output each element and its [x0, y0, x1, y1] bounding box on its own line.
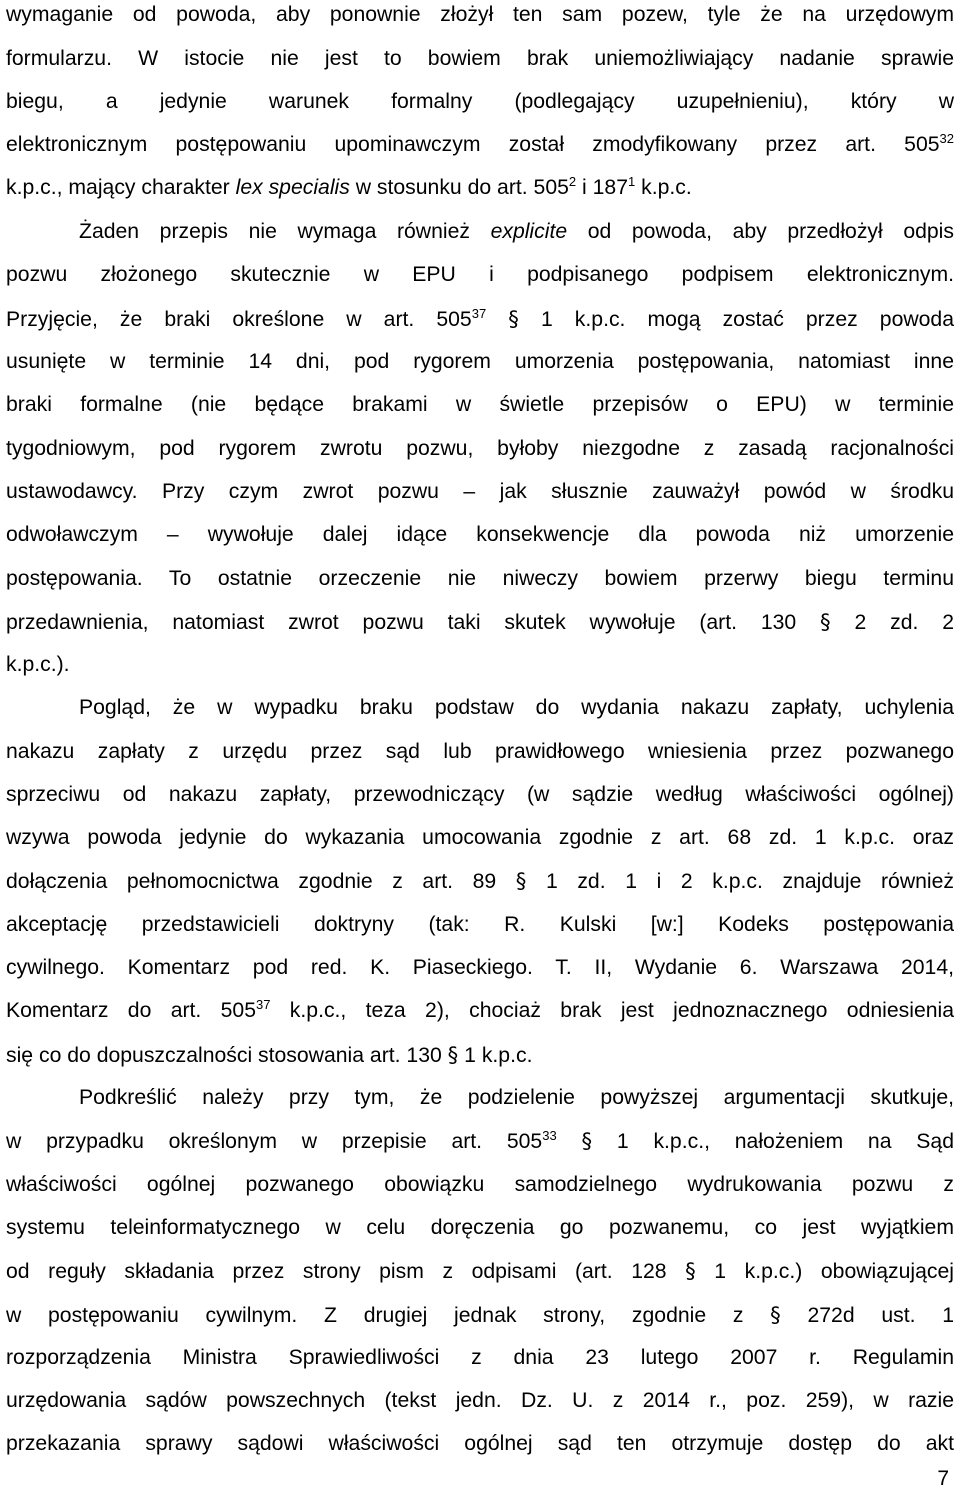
text-run: ustawodawcy. Przy czym zwrot pozwu – jak słusznie zauważył powód w środku [6, 480, 954, 503]
text-line [6, 1300, 954, 1331]
text-run: k.p.c., teza 2), chociaż brak jest jednoznacznego odniesienia [270, 999, 954, 1022]
text-line [6, 1343, 954, 1373]
text-line [6, 1256, 954, 1287]
text-run: wzywa powoda jedynie do wykazania umocowania zgodnie z art. 68 zd. 1 k.p.c. oraz [6, 826, 954, 849]
text-run: Przyjęcie, że braki określone w art. 505 [6, 308, 472, 331]
text-run: 272d ust. 1 [780, 1304, 954, 1327]
text-run: rozporządzenia Ministra Sprawiedliwości z dnia 23 lutego 2007 r. Regulamin [6, 1346, 954, 1369]
text-line [6, 173, 954, 203]
text-run: k.p.c., mający charakter [6, 176, 236, 199]
text-run: nakazu zapłaty z urzędu przez sąd lub prawidłowego wniesienia przez pozwanego [6, 740, 954, 763]
text-line [6, 953, 954, 983]
text-run: od reguły składania przez strony pism z odpisami (art. 128 [6, 1260, 686, 1283]
text-line [6, 823, 954, 853]
text-line [6, 780, 954, 810]
text-line [6, 1386, 954, 1416]
text-run: Pogląd, że w wypadku braku podstaw do wydania nakazu zapłaty, uchylenia [79, 696, 954, 719]
text-run: przekazania sprawy sądowi właściwości ogólnej sąd ten otrzymuje dostęp do akt [6, 1432, 954, 1455]
text-line [6, 564, 954, 594]
text-run: w stosunku do art. 505 [349, 176, 569, 199]
text-run [486, 308, 508, 331]
superscript: 37 [256, 996, 271, 1012]
text-run: od powoda, aby przedłożył odpis [567, 220, 954, 243]
text-run: w postępowaniu cywilnym. Z drugiej jednak strony, zgodnie z [6, 1304, 771, 1327]
superscript: 33 [542, 1127, 557, 1143]
section-sign: § [820, 609, 831, 634]
section-sign: § [770, 1302, 781, 1327]
text-run: dołączenia pełnomocnictwa zgodnie z art. 89 [6, 870, 516, 893]
text-run: braki formalne (nie będące brakami w świetle przepisów o EPU) w terminie [6, 393, 954, 416]
superscript: 1 [628, 173, 636, 189]
text-run: 2 zd. 2 [830, 611, 954, 634]
text-line [6, 996, 954, 1026]
text-line [6, 650, 954, 680]
text-line [6, 44, 954, 74]
text-run: 1 k.p.c. mogą zostać przez powoda [518, 308, 954, 331]
text-line [6, 477, 954, 507]
text-run: wymaganie od powoda, aby ponownie złożył ten sam pozew, tyle że na urzędowym [6, 3, 954, 26]
text-line [6, 304, 954, 335]
text-line [6, 1429, 954, 1459]
text-run: tygodniowym, pod rygorem zwrotu pozwu, byłoby niezgodne z zasadą racjonalności [6, 437, 954, 460]
text-line [6, 130, 954, 160]
text-line [6, 434, 954, 464]
text-run: formularzu. W istocie nie jest to bowiem brak uniemożliwiający nadanie sprawie [6, 47, 954, 70]
text-line [6, 607, 954, 638]
section-sign: § [447, 1042, 459, 1067]
text-line [79, 1083, 954, 1113]
text-line [6, 87, 954, 117]
text-line [6, 347, 954, 377]
text-line [6, 1213, 954, 1243]
section-sign: § [515, 868, 527, 893]
text-run: 1 k.p.c., nałożeniem na Sąd [592, 1130, 954, 1153]
page-number: 7 [937, 1467, 949, 1490]
text-run: pozwu złożonego skutecznie w EPU i podpisanego podpisem elektronicznym. [6, 263, 954, 286]
text-line [6, 866, 954, 897]
text-run: elektronicznym postępowaniu upominawczym został zmodyfikowany przez art. 505 [6, 133, 940, 156]
text-run: Podkreślić należy przy tym, że podzielenie powyższej argumentacji skutkuje, [79, 1086, 954, 1109]
text-run: 1 k.p.c. [458, 1044, 533, 1067]
text-run: i 187 [576, 176, 628, 199]
text-line [6, 0, 954, 30]
text-run: odwoławczym – wywołuje dalej idące konsekwencje dla powoda niż umorzenie [6, 523, 954, 546]
italic-term: lex specialis [235, 176, 350, 199]
text-run: k.p.c.). [6, 653, 70, 676]
text-line [6, 1040, 954, 1071]
text-run: Komentarz do art. 505 [6, 999, 256, 1022]
text-line [6, 390, 954, 420]
text-run: cywilnego. Komentarz pod red. K. Piaseckiego. T. II, Wydanie 6. Warszawa 2014, [6, 956, 954, 979]
section-sign: § [581, 1128, 593, 1153]
text-run: 1 k.p.c.) obowiązującej [695, 1260, 954, 1283]
text-run: systemu teleinformatycznego w celu doręczenia go pozwanemu, co jest wyjątkiem [6, 1216, 954, 1239]
text-run: k.p.c. [635, 176, 692, 199]
superscript: 37 [471, 305, 487, 321]
text-run: urzędowania sądów powszechnych (tekst jedn. Dz. U. z 2014 r., poz. 259), w razie [6, 1389, 954, 1412]
text-run: sprzeciwu od nakazu zapłaty, przewodniczący (w sądzie według właściwości ogólnej) [6, 783, 954, 806]
text-line [6, 520, 954, 550]
superscript: 32 [939, 130, 954, 146]
section-sign: § [508, 306, 519, 331]
text-run: biegu, a jedynie warunek formalny (podlegający uzupełnieniu), który w [6, 90, 954, 113]
text-run: akceptację przedstawicieli doktryny (tak: R. Kulski [w:] Kodeks postępowania [6, 913, 954, 936]
italic-term: explicite [490, 220, 568, 243]
section-sign: § [685, 1258, 696, 1283]
text-line [79, 217, 954, 247]
text-run: przedawnienia, natomiast zwrot pozwu taki skutek wywołuje (art. 130 [6, 611, 821, 634]
text-line [6, 1170, 954, 1200]
text-run: usunięte w terminie 14 dni, pod rygorem umorzenia postępowania, natomiast inne [6, 350, 954, 373]
text-line [6, 260, 954, 290]
text-line [6, 1126, 954, 1157]
text-run: właściwości ogólnej pozwanego obowiązku samodzielnego wydrukowania pozwu z [6, 1173, 954, 1196]
text-run: Żaden przepis nie wymaga również [79, 220, 491, 243]
text-run: w przypadku określonym w przepisie art. 505 [6, 1130, 543, 1153]
text-run [557, 1130, 582, 1153]
text-run: się co do dopuszczalności stosowania art. 130 [6, 1044, 448, 1067]
text-line [79, 693, 954, 723]
text-run: postępowania. To ostatnie orzeczenie nie niweczy bowiem przerwy biegu terminu [6, 567, 954, 590]
text-line [6, 910, 954, 940]
text-line [6, 737, 954, 767]
superscript: 2 [568, 173, 577, 189]
text-run: 1 zd. 1 i 2 k.p.c. znajduje również [526, 870, 954, 893]
